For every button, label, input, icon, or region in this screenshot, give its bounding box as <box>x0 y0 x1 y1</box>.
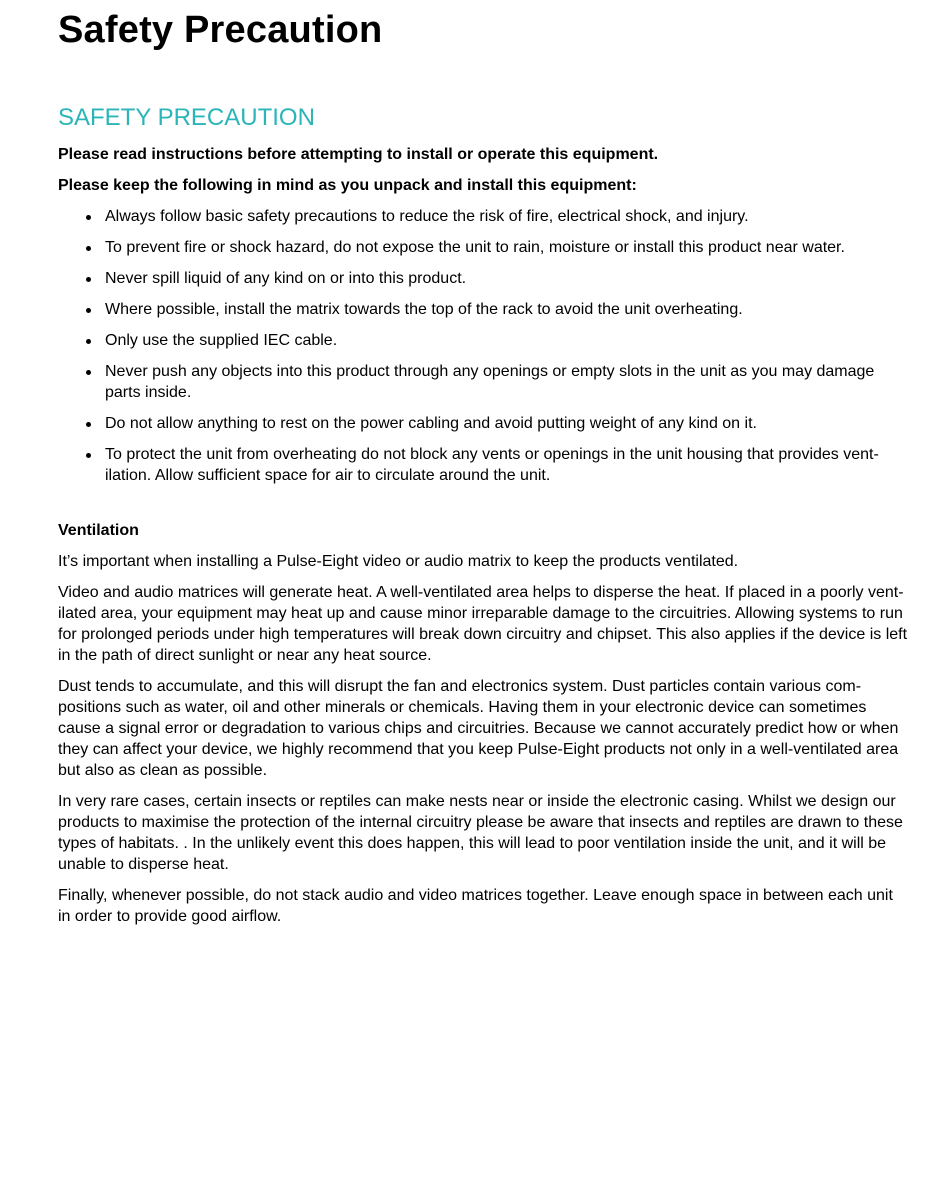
bullet-item: To prevent fire or shock hazard, do not expose the unit to rain, moisture or install this product near water. <box>86 237 908 258</box>
intro-keep-in-mind: Please keep the following in mind as you unpack and install this equipment: <box>58 177 637 194</box>
bullet-item: Do not allow anything to rest on the power cabling and avoid putting weight of any kind on it. <box>86 413 908 434</box>
bullet-item: Never spill liquid of any kind on or into this product. <box>86 268 908 289</box>
bullet-item: Always follow basic safety precautions to reduce the risk of fire, electrical shock, and injury. <box>86 206 908 227</box>
safety-bullet-list <box>58 206 908 486</box>
bullet-item: Where possible, install the matrix towards the top of the rack to avoid the unit overheating. <box>86 299 908 320</box>
intro-instruction: Please read instructions before attempting to install or operate this equipment. <box>58 146 659 163</box>
paragraph: Video and audio matrices will generate heat. A well-ventilated area helps to disperse the heat. If placed in a poorly vent-ilated area, your equipment may heat up and cause minor irreparable damage to the circuitries. Allowing systems to run for prolonged periods under high temperatures will break down circuitry and chipset. This also applies if the device is left in the path of direct sunlight or near any heat source. <box>58 584 908 664</box>
ventilation-heading: Ventilation <box>58 522 139 539</box>
paragraph: Finally, whenever possible, do not stack audio and video matrices together. Leave enough space in between each unit in order to provide good airflow. <box>58 887 893 925</box>
bullet-item: To protect the unit from overheating do not block any vents or openings in the unit housing that provides vent-ilation. Allow sufficient space for air to circulate around the unit. <box>86 444 908 486</box>
page-title: Safety Precaution <box>58 9 383 51</box>
bullet-item: Only use the supplied IEC cable. <box>86 330 908 351</box>
paragraph: Dust tends to accumulate, and this will disrupt the fan and electronics system. Dust particles contain various com-positions such as water, oil and other minerals or chemicals. Having them in your electronic device can sometimes cause a signal error or degradation to various chips and circuitries. Because we cannot accurately predict how or when they can affect your device, we highly recommend that you keep Pulse-Eight products not only in a well-ventilated area but also as clean as possible. <box>58 678 899 779</box>
section-heading: SAFETY PRECAUTION <box>58 104 315 131</box>
paragraph: It’s important when installing a Pulse-Eight video or audio matrix to keep the products ventilated. <box>58 553 739 570</box>
bullet-item: Never push any objects into this product through any openings or empty slots in the unit as you may damage parts inside. <box>86 361 908 403</box>
document-page <box>58 0 908 927</box>
paragraph: In very rare cases, certain insects or reptiles can make nests near or inside the electronic casing. Whilst we design our products to maximise the protection of the internal circuitry please be aware that insects and reptiles are drawn to these types of habitats. . In the unlikely event this does happen, this will lead to poor ventilation inside the unit, and it will be unable to disperse heat. <box>58 793 903 873</box>
